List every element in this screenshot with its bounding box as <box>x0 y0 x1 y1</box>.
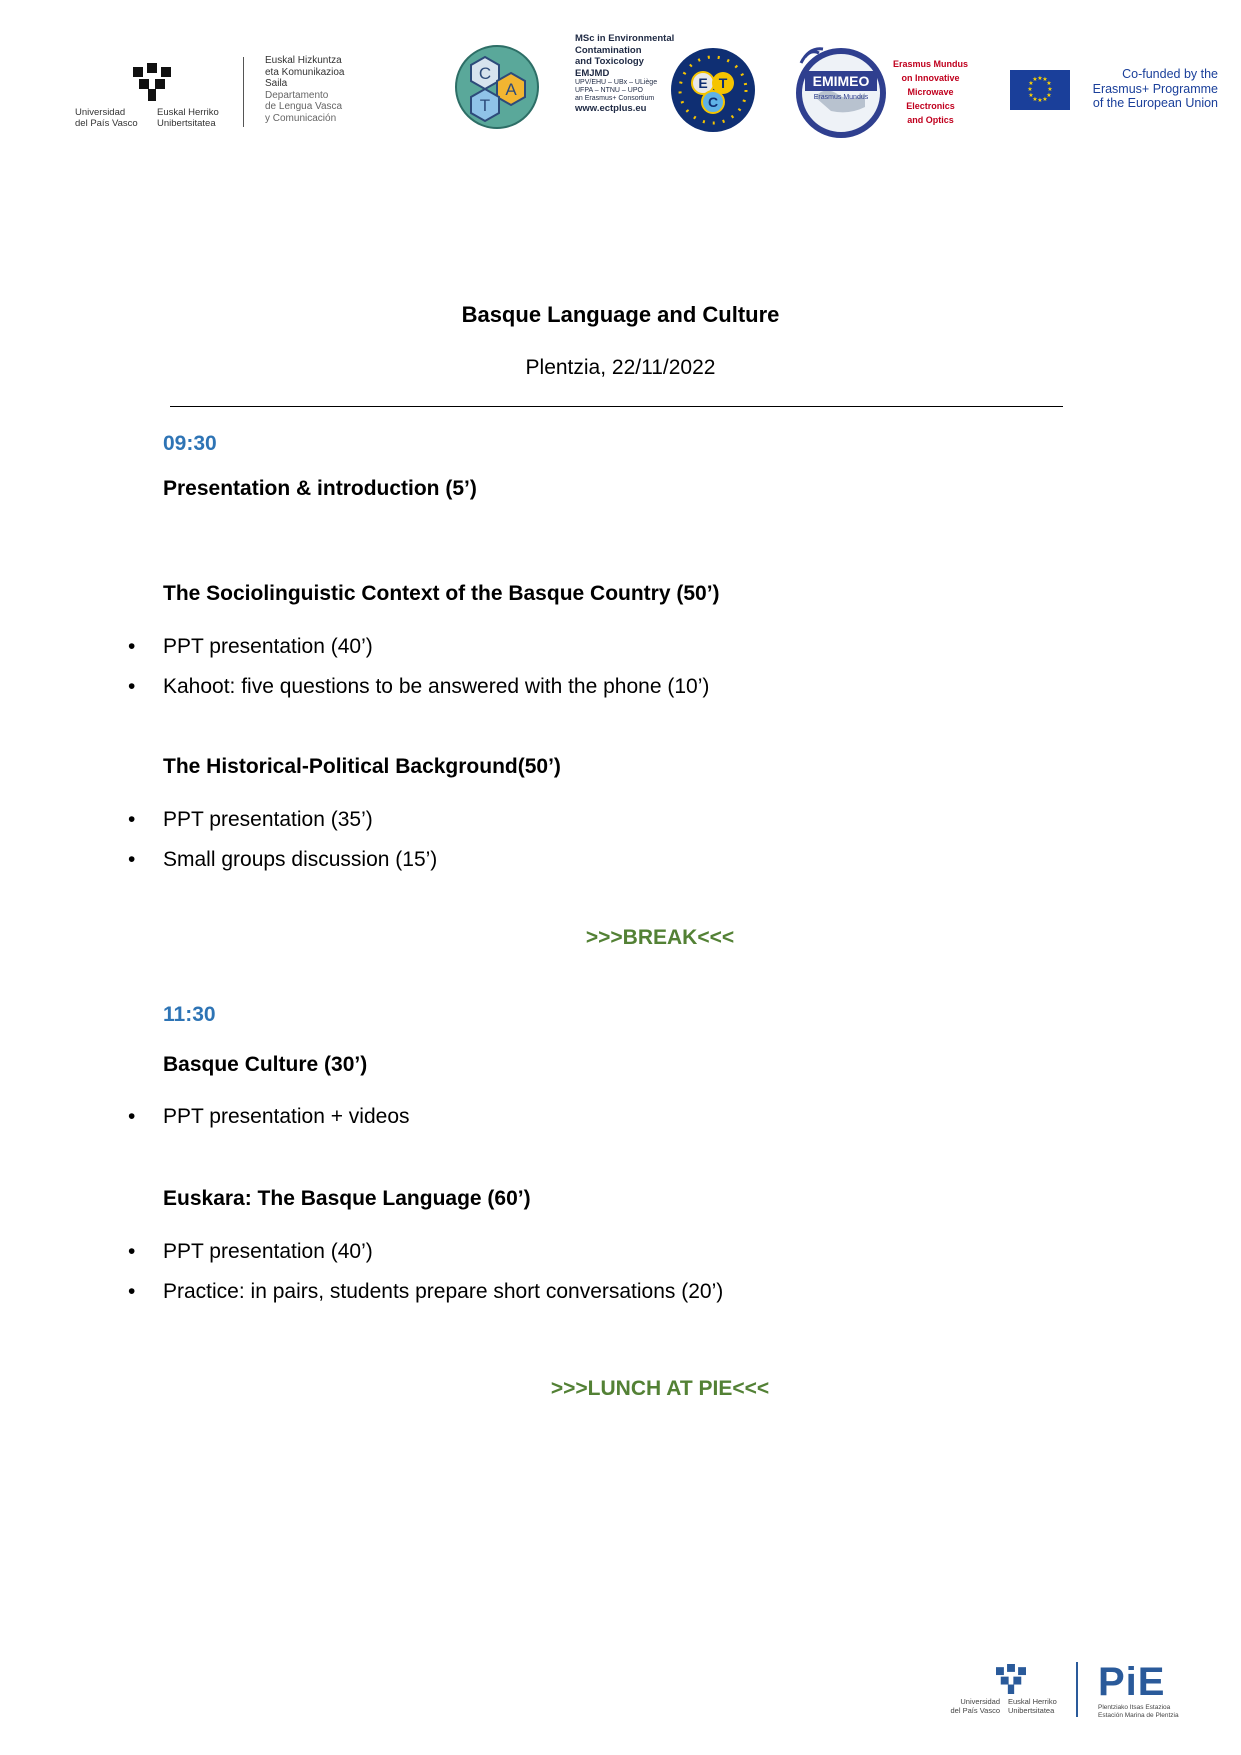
ect-line: and Toxicology <box>575 56 644 67</box>
emimeo-line: Microwave <box>907 87 954 97</box>
ect-line: EMJMD <box>575 67 610 79</box>
lunch-label: >>>LUNCH AT PIE<<< <box>550 1377 770 1400</box>
section-heading: The Historical-Political Background(50’) <box>163 755 561 778</box>
eu-line: Co-funded by the <box>1122 67 1218 81</box>
page-title: Basque Language and Culture <box>461 302 780 327</box>
svg-text:★: ★ <box>1037 97 1043 104</box>
svg-text:★: ★ <box>1046 80 1052 87</box>
ect-line: UPV/EHU – UBx – ULiège <box>575 79 658 86</box>
svg-text:★: ★ <box>1042 76 1048 83</box>
upv-dept-line: de Lengua Vasca <box>265 101 343 112</box>
upv-caption-line: del País Vasco <box>75 118 138 129</box>
pie-caption-line: Estación Marina de Plentzia <box>1098 1711 1179 1719</box>
footer-caption-line: Universidad <box>960 1697 1000 1706</box>
list-item: • Small groups discussion (15’) <box>163 848 437 872</box>
pie-caption-line: Plentziako Itsas Estazioa <box>1098 1704 1171 1711</box>
section-heading: The Sociolinguistic Context of the Basque Country (50’) <box>163 582 720 605</box>
svg-text:★: ★ <box>1037 75 1043 82</box>
ect-line: UFPA – NTNU – UPO <box>575 87 643 94</box>
upv-logo <box>75 55 345 135</box>
footer-caption-line: Euskal Herriko <box>1008 1697 1057 1706</box>
cta-letter: C <box>478 64 492 83</box>
break-label: >>>BREAK<<< <box>585 926 735 949</box>
svg-text:★: ★ <box>1042 96 1048 103</box>
second-time: 11:30 <box>163 1003 216 1026</box>
ect-letter: E <box>698 75 708 91</box>
list-item: • PPT presentation (40’) <box>163 1240 373 1264</box>
eu-logo <box>1010 65 1220 115</box>
footer-caption-line: Unibertsitatea <box>1008 1706 1055 1715</box>
upv-caption-line: Euskal Herriko <box>157 107 219 118</box>
upv-dept-line: Departamento <box>265 89 329 101</box>
footer-logo <box>950 1660 1190 1720</box>
list-item: • Practice: in pairs, students prepare short conversations (20’) <box>163 1280 723 1304</box>
emimeo-sub: Erasmus Mundus <box>813 94 869 101</box>
svg-text:★: ★ <box>1046 92 1052 99</box>
list-item: • PPT presentation (35’) <box>163 808 373 832</box>
svg-text:★: ★ <box>1032 76 1038 83</box>
intro-heading: Presentation & introduction (5’) <box>163 477 477 500</box>
upv-dept-line: Euskal Hizkuntza <box>265 55 342 66</box>
cta-letter: A <box>505 80 517 99</box>
upv-dept-line: Saila <box>265 78 288 89</box>
upv-tree-icon <box>990 1664 1032 1694</box>
ect-letter: C <box>707 94 719 110</box>
eu-line: Erasmus+ Programme <box>1092 81 1218 96</box>
svg-text:★: ★ <box>1027 86 1033 93</box>
section-heading: Euskara: The Basque Language (60’) <box>163 1187 531 1210</box>
upv-caption-line: Unibertsitatea <box>157 118 216 129</box>
list-item: • Kahoot: five questions to be answered with the phone (10’) <box>163 675 709 699</box>
upv-tree-icon <box>127 63 177 101</box>
ect-logo <box>575 33 760 138</box>
title-divider <box>170 406 1063 407</box>
ect-line: an Erasmus+ Consortium <box>575 95 655 102</box>
emimeo-line: and Optics <box>907 115 954 125</box>
list-item: • PPT presentation (40’) <box>163 635 373 659</box>
place-date: Plentzia, 22/11/2022 <box>525 356 716 379</box>
emimeo-line: Electronics <box>906 101 955 111</box>
upv-caption-line: Universidad <box>75 107 126 118</box>
ect-globe-icon <box>670 47 756 133</box>
cta-logo <box>455 45 540 130</box>
upv-divider <box>243 57 244 127</box>
upv-dept-line: y Comunicación <box>265 112 337 124</box>
ect-line: MSc in Environmental <box>575 33 675 44</box>
emimeo-line: Erasmus Mundus <box>893 59 969 69</box>
footer-divider <box>1076 1662 1078 1717</box>
ect-line: Contamination <box>575 44 642 56</box>
ect-letter: T <box>718 75 728 91</box>
svg-text:★: ★ <box>1028 80 1034 87</box>
ect-url: www.ectplus.eu <box>575 103 647 114</box>
eu-line: of the European Union <box>1092 96 1218 110</box>
footer-caption-line: del País Vasco <box>950 1706 1000 1715</box>
svg-text:★: ★ <box>1032 96 1038 103</box>
section-heading: Basque Culture (30’) <box>163 1053 368 1076</box>
list-item: • PPT presentation + videos <box>163 1105 410 1129</box>
emimeo-globe-icon <box>795 45 890 140</box>
pie-logo-text: PiE <box>1098 1660 1166 1704</box>
start-time: 09:30 <box>163 432 217 455</box>
emimeo-logo <box>795 45 980 140</box>
cta-letter: T <box>479 96 491 115</box>
emimeo-name: EMIMEO <box>812 73 870 89</box>
svg-text:★: ★ <box>1047 86 1053 93</box>
upv-dept-line: eta Komunikazioa <box>265 66 345 78</box>
svg-text:★: ★ <box>1028 92 1034 99</box>
emimeo-line: on Innovative <box>901 73 960 83</box>
eu-flag-icon <box>1010 70 1070 110</box>
